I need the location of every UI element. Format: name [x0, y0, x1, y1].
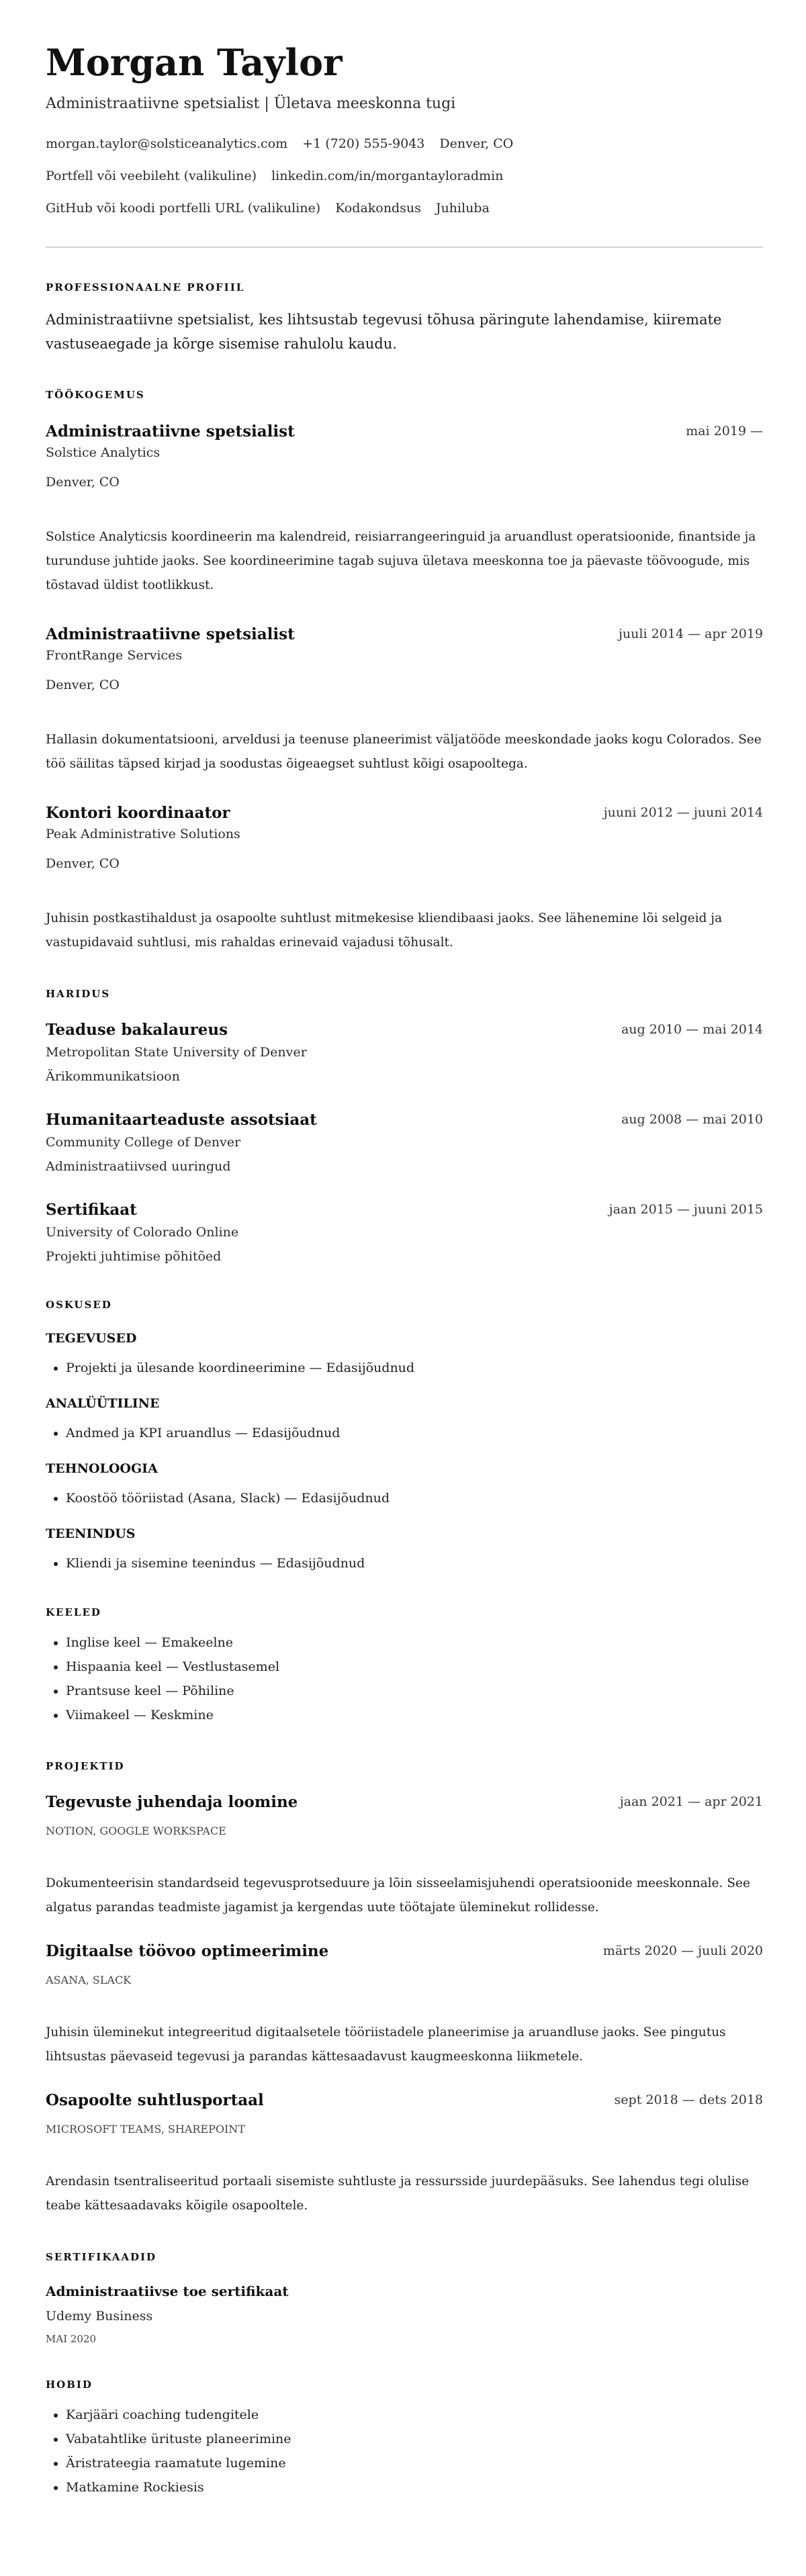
skill-item: • Andmed ja KPI aruandlus — Edasijõudnud: [66, 1423, 763, 1443]
field-of-study: Ärikommunikatsioon: [46, 1069, 180, 1084]
project-title: Tegevuste juhendaja loomine: [46, 1793, 298, 1811]
education-dates: jaan 2015 — juuni 2015: [609, 1202, 763, 1217]
job-entry: [46, 625, 763, 776]
profile-section: [46, 281, 763, 356]
header-divider: [46, 246, 763, 248]
contact-item: Juhiluba: [435, 201, 490, 216]
contact-line: [46, 166, 763, 186]
section-heading: HOBID: [46, 2379, 93, 2391]
skill-list: [46, 1553, 763, 1573]
project-dates: märts 2020 — juuli 2020: [602, 1943, 763, 1958]
hobby-list: [46, 2403, 763, 2499]
skill-item: • Projekti ja ülesande koordineerimine — Edasijõudnud: [66, 1358, 763, 1378]
hobby-item: • Äristrateegia raamatute lugemine: [66, 2451, 763, 2475]
job-entry: [46, 422, 763, 598]
hobby-item: • Karjääri coaching tudengitele: [66, 2403, 763, 2427]
job-location: Denver, CO: [46, 475, 120, 490]
project-dates: sept 2018 — dets 2018: [614, 2092, 763, 2107]
job-location: Denver, CO: [46, 856, 120, 871]
job-company: Peak Administrative Solutions: [46, 827, 240, 841]
skill-category: TEGEVUSED: [46, 1331, 137, 1346]
education-entry: [46, 1200, 763, 1266]
project-description: Juhisin üleminekut integreeritud digitaalsetele tööriistadele planeerimise ja aruandluse jaoks. See pingutus lihtsustas päevaseid tegevusi ja parandas kättesaadavust kaugmeeskonna liikmetele.: [46, 2025, 726, 2064]
contact-line: [46, 134, 763, 154]
education-entry: [46, 1020, 763, 1086]
skill-category: ANALÜÜTILINE: [46, 1396, 160, 1411]
section-heading: PROFESSIONAALNE PROFIIL: [46, 281, 245, 293]
job-header: [46, 803, 763, 823]
contact-info: [46, 134, 763, 218]
contact-item: morgan.taylor@solsticeanalytics.com: [46, 136, 288, 151]
profile-summary: Administraatiivne spetsialist, kes lihtsustab tegevusi tõhusa päringute lahendamise, kiiremate vastuseaegade ja kõrge sisemise rahulolu kaudu.: [46, 312, 722, 352]
skills-section: [46, 1298, 763, 1573]
certifications-section: [46, 2250, 763, 2346]
project-dates: jaan 2021 — apr 2021: [619, 1794, 763, 1809]
job-description: Hallasin dokumentatsiooni, arveldusi ja teenuse planeerimist väljatööde meeskondade jaoks kogu Colorados. See töö säilitas täpsed kirjad ja soodustas õigeaegset suhtlust kõigi osapooltega.: [46, 733, 762, 771]
candidate-headline: Administraatiivne spetsialist | Ületava meeskonna tugi: [46, 95, 456, 112]
project-entry: [46, 1941, 763, 2069]
section-heading: HARIDUS: [46, 988, 111, 1000]
hobby-item: • Vabatahtlike ürituste planeerimine: [66, 2427, 763, 2451]
contact-line: [46, 198, 763, 218]
job-title: Administraatiivne spetsialist: [46, 625, 295, 643]
education-header: [46, 1200, 763, 1220]
job-company: FrontRange Services: [46, 648, 183, 663]
section-heading: KEELED: [46, 1606, 101, 1618]
institution: Metropolitan State University of Denver: [46, 1045, 307, 1060]
skill-category: TEHNOLOOGIA: [46, 1461, 158, 1476]
skill-category: TEENINDUS: [46, 1526, 136, 1541]
institution: Community College of Denver: [46, 1135, 241, 1150]
job-header: [46, 422, 763, 442]
language-list: [46, 1630, 763, 1727]
projects-section: [46, 1759, 763, 2218]
hobby-item: • Matkamine Rockiesis: [66, 2475, 763, 2499]
certification-issuer: Udemy Business: [46, 2309, 153, 2324]
job-title: Kontori koordinaator: [46, 804, 230, 822]
project-tech: MICROSOFT TEAMS, SHAREPOINT: [46, 2123, 245, 2135]
contact-item: Portfell või veebileht (valikuline): [46, 169, 257, 183]
institution: University of Colorado Online: [46, 1225, 239, 1240]
language-item: • Prantsuse keel — Põhiline: [66, 1679, 763, 1703]
skill-list: [46, 1358, 763, 1378]
education-entry: [46, 1110, 763, 1176]
language-item: • Inglise keel — Emakeelne: [66, 1630, 763, 1655]
job-company: Solstice Analytics: [46, 445, 161, 460]
project-description: Dokumenteerisin standardseid tegevusprotseduure ja lõin sisseelamisjuhendi operatsioonide meeskonnale. See algatus parandas teadmiste jagamist ja kergendas uute töötajate üleminekut rollidesse.: [46, 1876, 750, 1915]
job-location: Denver, CO: [46, 678, 120, 692]
hobbies-section: [46, 2378, 763, 2499]
field-of-study: Administraatiivsed uuringud: [46, 1159, 231, 1174]
section-heading: PROJEKTID: [46, 1760, 125, 1772]
certification-date: MAI 2020: [46, 2333, 97, 2345]
skill-item: • Koostöö tööriistad (Asana, Slack) — Edasijõudnud: [66, 1488, 763, 1508]
job-header: [46, 625, 763, 645]
skill-list: [46, 1488, 763, 1508]
degree: Teaduse bakalaureus: [46, 1021, 228, 1039]
contact-item: Kodakondsus: [335, 201, 421, 216]
contact-item: linkedin.com/in/morgantayloradmin: [271, 169, 504, 183]
project-entry: [46, 1792, 763, 1920]
certification-entry: [46, 2283, 763, 2346]
contact-item: +1 (720) 555-9043: [302, 136, 425, 151]
job-title: Administraatiivne spetsialist: [46, 422, 295, 441]
job-dates: mai 2019 —: [686, 424, 763, 439]
education-header: [46, 1110, 763, 1130]
section-heading: OSKUSED: [46, 1299, 112, 1311]
project-header: [46, 1941, 763, 1962]
education-dates: aug 2008 — mai 2010: [621, 1112, 763, 1127]
skill-item: • Kliendi ja sisemine teenindus — Edasijõudnud: [66, 1553, 763, 1573]
candidate-name: Morgan Taylor: [46, 41, 343, 84]
experience-section: [46, 388, 763, 955]
section-heading: TÖÖKOGEMUS: [46, 389, 145, 401]
education-header: [46, 1020, 763, 1040]
project-tech: ASANA, SLACK: [46, 1974, 132, 1986]
contact-item: GitHub või koodi portfelli URL (valikuline): [46, 201, 321, 216]
degree: Sertifikaat: [46, 1201, 137, 1219]
education-dates: aug 2010 — mai 2014: [621, 1022, 763, 1037]
project-description: Arendasin tsentraliseeritud portaali sisemiste suhtluste ja ressursside juurdepääsuks. See lahendus tegi olulise teabe kättesaadavaks kõigile osapooltele.: [46, 2174, 750, 2213]
job-dates: juuli 2014 — apr 2019: [619, 627, 763, 641]
project-header: [46, 1792, 763, 1812]
field-of-study: Projekti juhtimise põhitõed: [46, 1249, 222, 1264]
project-title: Digitaalse töövoo optimeerimine: [46, 1942, 329, 1960]
resume-header: [46, 40, 763, 218]
project-header: [46, 2090, 763, 2111]
job-dates: juuni 2012 — juuni 2014: [603, 805, 763, 820]
skill-list: [46, 1423, 763, 1443]
education-section: [46, 987, 763, 1266]
languages-section: [46, 1606, 763, 1727]
degree: Humanitaarteaduste assotsiaat: [46, 1111, 317, 1129]
contact-item: Denver, CO: [439, 136, 514, 151]
job-entry: [46, 803, 763, 955]
project-title: Osapoolte suhtlusportaal: [46, 2091, 264, 2109]
job-description: Juhisin postkastihaldust ja osapoolte suhtlust mitmekesise kliendibaasi jaoks. See lähenemine lõi selgeid ja vastupidavaid suhtlusi, mis rahaldas erinevaid vajadusi tõhusalt.: [46, 911, 723, 950]
certification-title: Administraatiivse toe sertifikaat: [46, 2283, 289, 2299]
language-item: • Viimakeel — Keskmine: [66, 1703, 763, 1727]
language-item: • Hispaania keel — Vestlustasemel: [66, 1655, 763, 1679]
project-tech: NOTION, GOOGLE WORKSPACE: [46, 1825, 226, 1837]
job-description: Solstice Analyticsis koordineerin ma kalendreid, reisiarrangeeringuid ja aruandlust operatsioonide, finantside ja turunduse juhtide jaoks. See koordineerimine tagab sujuva ületava meeskonna toe ja päevaste töövoogude, mis tõstavad üldist tootlikkust.: [46, 530, 756, 592]
section-heading: SERTIFIKAADID: [46, 2251, 157, 2263]
project-entry: [46, 2090, 763, 2218]
